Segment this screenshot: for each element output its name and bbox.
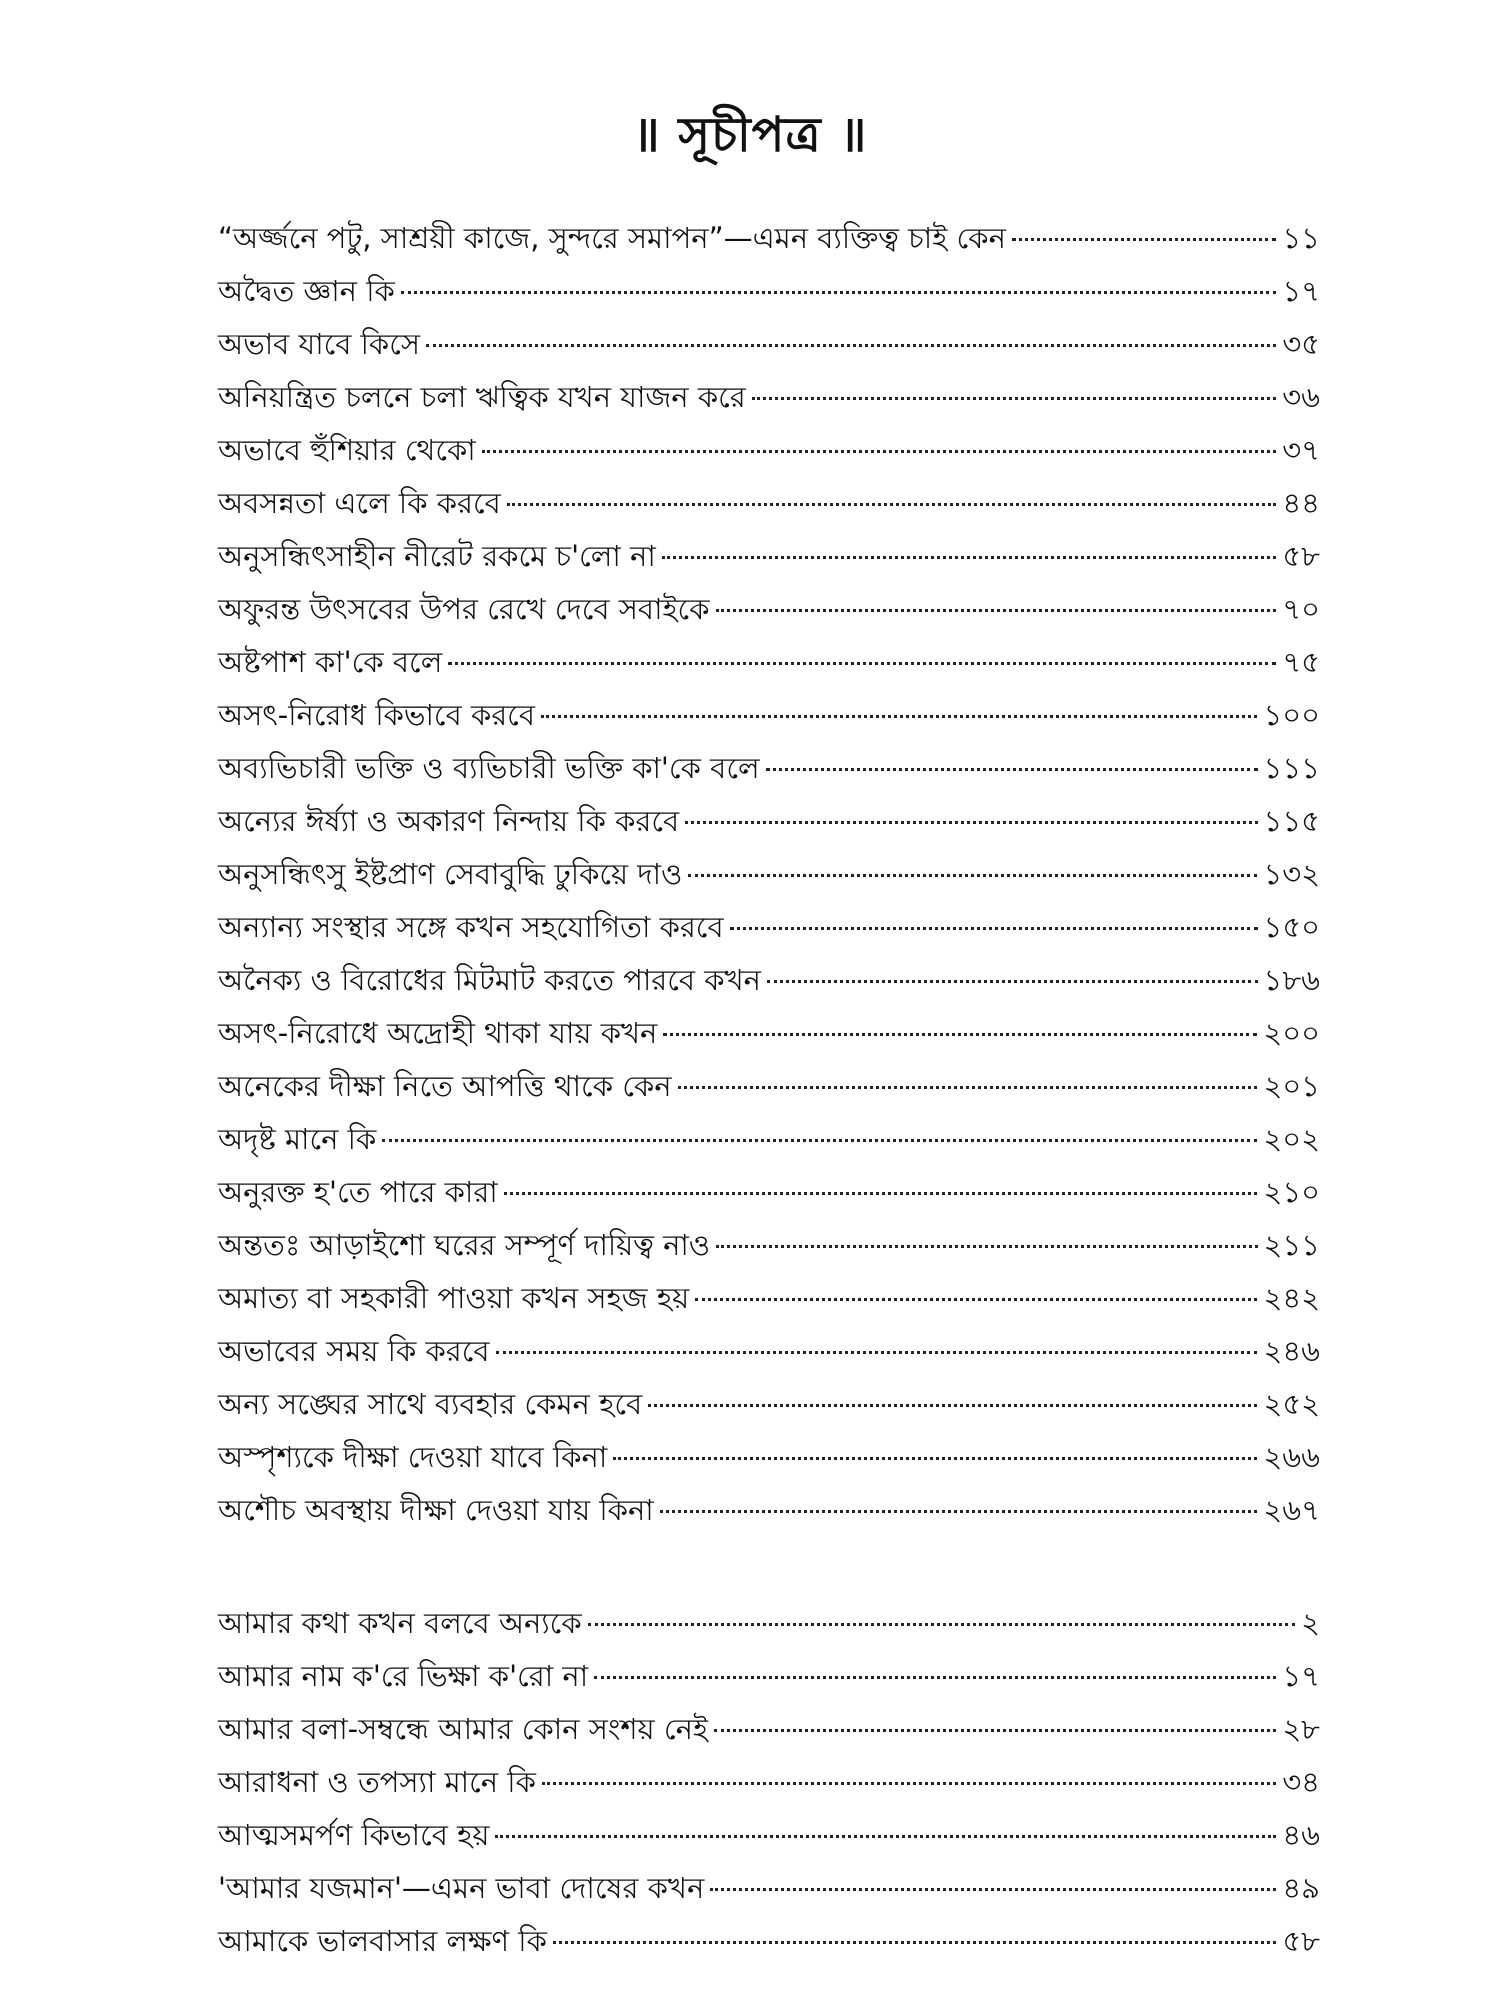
toc-entry-page-number: ৪৬	[1282, 1818, 1320, 1852]
toc-entry-title: অন্ততঃ আড়াইশো ঘরের সম্পূর্ণ দায়িত্ব নাও	[218, 1228, 711, 1262]
dot-leader	[662, 556, 1277, 559]
dot-leader	[710, 1888, 1276, 1891]
dot-leader	[730, 927, 1258, 930]
dot-leader	[663, 1033, 1257, 1036]
dot-leader	[382, 1139, 1257, 1142]
toc-entry-page-number: ২৬৭	[1263, 1493, 1320, 1527]
toc-entry	[218, 1325, 1320, 1378]
toc-entry-page-number: ১৩২	[1263, 857, 1320, 891]
dot-leader	[426, 344, 1276, 347]
dot-leader	[482, 450, 1277, 453]
toc-entry	[218, 583, 1320, 636]
dot-leader	[660, 1510, 1258, 1513]
dot-leader	[613, 1457, 1257, 1460]
dot-leader	[685, 821, 1257, 824]
toc-entry-page-number: ১৭	[1282, 274, 1320, 308]
toc-entry-title: আরাধনা ও তপস্যা মানে কি	[218, 1765, 536, 1799]
toc-entry	[218, 212, 1320, 265]
toc-entry	[218, 1597, 1320, 1650]
dot-leader	[401, 291, 1277, 294]
toc-entry	[218, 1756, 1320, 1809]
toc-entry	[218, 1650, 1320, 1703]
toc-entry-title: 'আমার যজমান'—এমন ভাবা দোষের কখন	[218, 1871, 705, 1905]
dot-leader	[678, 1086, 1258, 1089]
toc-entry-page-number: ২	[1301, 1606, 1320, 1640]
toc-entry	[218, 1431, 1320, 1484]
toc-entry-title: অবসন্নতা এলে কি করবে	[218, 486, 501, 520]
toc-entry-page-number: ১১১	[1263, 751, 1320, 785]
toc-entry-page-number: ১৭	[1282, 1659, 1320, 1693]
toc-entry	[218, 1484, 1320, 1537]
toc-entry-title: অনুসন্ধিৎসাহীন নীরেট রকমে চ'লো না	[218, 539, 656, 573]
toc-entry	[218, 371, 1320, 424]
toc-entry-title: “অর্জ্জনে পটু, সাশ্রয়ী কাজে, সুন্দরে সমাপন”—এমন ব্যক্তিত্ব চাই কেন	[218, 221, 1006, 255]
dot-leader	[695, 1298, 1257, 1301]
toc-entry-title: অনেকের দীক্ষা নিতে আপত্তি থাকে কেন	[218, 1069, 672, 1103]
toc-entry-page-number: ২৮	[1282, 1712, 1320, 1746]
toc-entry-page-number: ৭৫	[1282, 645, 1320, 679]
toc-entry-page-number: ২১০	[1263, 1175, 1320, 1209]
toc-section	[218, 212, 1320, 1537]
toc-entry	[218, 636, 1320, 689]
toc-entry-page-number: ৫৮	[1282, 539, 1320, 573]
toc-entry	[218, 1060, 1320, 1113]
toc-entry-page-number: ২০০	[1263, 1016, 1320, 1050]
dot-leader	[752, 397, 1277, 400]
toc-entry-page-number: ৩৬	[1282, 380, 1320, 414]
toc-entry-title: অদৃষ্ট মানে কি	[218, 1122, 377, 1156]
toc-entry	[218, 848, 1320, 901]
toc-entry	[218, 1915, 1320, 1968]
toc-entry	[218, 742, 1320, 795]
toc-entry	[218, 1809, 1320, 1862]
toc-entry-page-number: ৩৭	[1282, 433, 1320, 467]
toc-entry	[218, 1272, 1320, 1325]
toc-entry-title: অদ্বৈত জ্ঞান কি	[218, 274, 395, 308]
toc-section	[218, 1597, 1320, 1968]
toc-entry-page-number: ২৪৬	[1263, 1334, 1320, 1368]
toc-entry	[218, 1166, 1320, 1219]
dot-leader	[504, 1192, 1258, 1195]
toc-entry-page-number: ১৮৬	[1263, 963, 1320, 997]
toc-entry-title: অনিয়ন্ত্রিত চলনে চলা ঋত্বিক যখন যাজন করে	[218, 380, 746, 414]
toc-entry-page-number: ৩৪	[1282, 1765, 1320, 1799]
toc-entry-page-number: ৫৮	[1282, 1924, 1320, 1958]
toc-entry	[218, 477, 1320, 530]
toc-entry-page-number: ২৬৬	[1263, 1440, 1320, 1474]
toc-entry	[218, 424, 1320, 477]
toc-entry	[218, 901, 1320, 954]
toc-entry-title: অনৈক্য ও বিরোধের মিটমাট করতে পারবে কখন	[218, 963, 761, 997]
toc-entry-page-number: ১১	[1282, 221, 1320, 255]
toc-entry-page-number: ২১১	[1263, 1228, 1320, 1262]
dot-leader	[767, 980, 1258, 983]
toc-entry	[218, 530, 1320, 583]
toc-entry	[218, 265, 1320, 318]
toc-entry-title: অসৎ-নিরোধে অদ্রোহী থাকা যায় কখন	[218, 1016, 658, 1050]
toc-entry-title: অস্পৃশ্যকে দীক্ষা দেওয়া যাবে কিনা	[218, 1440, 608, 1474]
toc-entry-page-number: ৭০	[1282, 592, 1320, 626]
toc-entry-page-number: ২০২	[1263, 1122, 1320, 1156]
toc-entry-page-number: ২৪২	[1263, 1281, 1320, 1315]
dot-leader	[496, 1351, 1258, 1354]
toc-entry-title: অফুরন্ত উৎসবের উপর রেখে দেবে সবাইকে	[218, 592, 710, 626]
dot-leader	[716, 1245, 1257, 1248]
dot-leader	[714, 1729, 1276, 1732]
toc-entry-page-number: ১৫০	[1263, 910, 1320, 944]
dot-leader	[507, 503, 1277, 506]
toc-entry-page-number: ১১৫	[1263, 804, 1320, 838]
dot-leader	[588, 1623, 1296, 1626]
toc-entry-page-number: ২০১	[1263, 1069, 1320, 1103]
dot-leader	[716, 609, 1277, 612]
toc-entry	[218, 1219, 1320, 1272]
toc-entry-title: আত্মসমর্পণ কিভাবে হয়	[218, 1818, 490, 1852]
toc-entry-title: অন্যের ঈর্ষ্যা ও অকারণ নিন্দায় কি করবে	[218, 804, 680, 838]
toc-entry	[218, 1703, 1320, 1756]
page-title: ॥ সূচীপত্র ॥	[632, 107, 868, 163]
toc-entry-title: অভাব যাবে কিসে	[218, 327, 421, 361]
dot-leader	[541, 715, 1257, 718]
toc-entry	[218, 318, 1320, 371]
toc-entry	[218, 1862, 1320, 1915]
dot-leader	[594, 1676, 1276, 1679]
dot-leader	[542, 1782, 1276, 1785]
toc-entry	[218, 954, 1320, 1007]
toc-entry-title: আমার বলা-সম্বন্ধে আমার কোন সংশয় নেই	[218, 1712, 708, 1746]
toc-entry-title: অশৌচ অবস্থায় দীক্ষা দেওয়া যায় কিনা	[218, 1493, 654, 1527]
toc-entry	[218, 689, 1320, 742]
toc-entry-title: অসৎ-নিরোধ কিভাবে করবে	[218, 698, 535, 732]
toc-entry	[218, 1378, 1320, 1431]
toc-entry-title: আমাকে ভালবাসার লক্ষণ কি	[218, 1924, 547, 1958]
toc-entry-title: আমার নাম ক'রে ভিক্ষা ক'রো না	[218, 1659, 589, 1693]
toc-entry-title: অষ্টপাশ কা'কে বলে	[218, 645, 443, 679]
dot-leader	[448, 662, 1276, 665]
toc-entry-title: অন্যান্য সংস্থার সঙ্গে কখন সহযোগিতা করবে	[218, 910, 724, 944]
dot-leader	[648, 1404, 1257, 1407]
toc-entry-title: অমাত্য বা সহকারী পাওয়া কখন সহজ হয়	[218, 1281, 690, 1315]
toc-entry	[218, 1007, 1320, 1060]
toc-entry-page-number: ২৫২	[1263, 1387, 1320, 1421]
toc-entry-title: অভাবের সময় কি করবে	[218, 1334, 490, 1368]
toc-entry-title: অন্য সঙ্ঘের সাথে ব্যবহার কেমন হবে	[218, 1387, 643, 1421]
dot-leader	[688, 874, 1257, 877]
toc-entry	[218, 795, 1320, 848]
toc-entry	[218, 1113, 1320, 1166]
table-of-contents	[218, 212, 1320, 1968]
dot-leader	[766, 768, 1258, 771]
toc-entry-title: অনুরক্ত হ'তে পারে কারা	[218, 1175, 498, 1209]
dot-leader	[1012, 238, 1276, 241]
toc-entry-title: অব্যভিচারী ভক্তি ও ব্যভিচারী ভক্তি কা'কে বলে	[218, 751, 760, 785]
dot-leader	[495, 1835, 1276, 1838]
toc-entry-page-number: ৪৯	[1282, 1871, 1320, 1905]
toc-entry-title: আমার কথা কখন বলবে অন্যকে	[218, 1606, 582, 1640]
toc-entry-title: অভাবে হুঁশিয়ার থেকো	[218, 433, 476, 467]
toc-entry-title: অনুসন্ধিৎসু ইষ্টপ্রাণ সেবাবুদ্ধি ঢুকিয়ে দাও	[218, 857, 683, 891]
toc-entry-page-number: ৩৫	[1282, 327, 1320, 361]
toc-entry-page-number: ৪৪	[1282, 486, 1320, 520]
toc-entry-page-number: ১০০	[1263, 698, 1320, 732]
dot-leader	[553, 1941, 1277, 1944]
